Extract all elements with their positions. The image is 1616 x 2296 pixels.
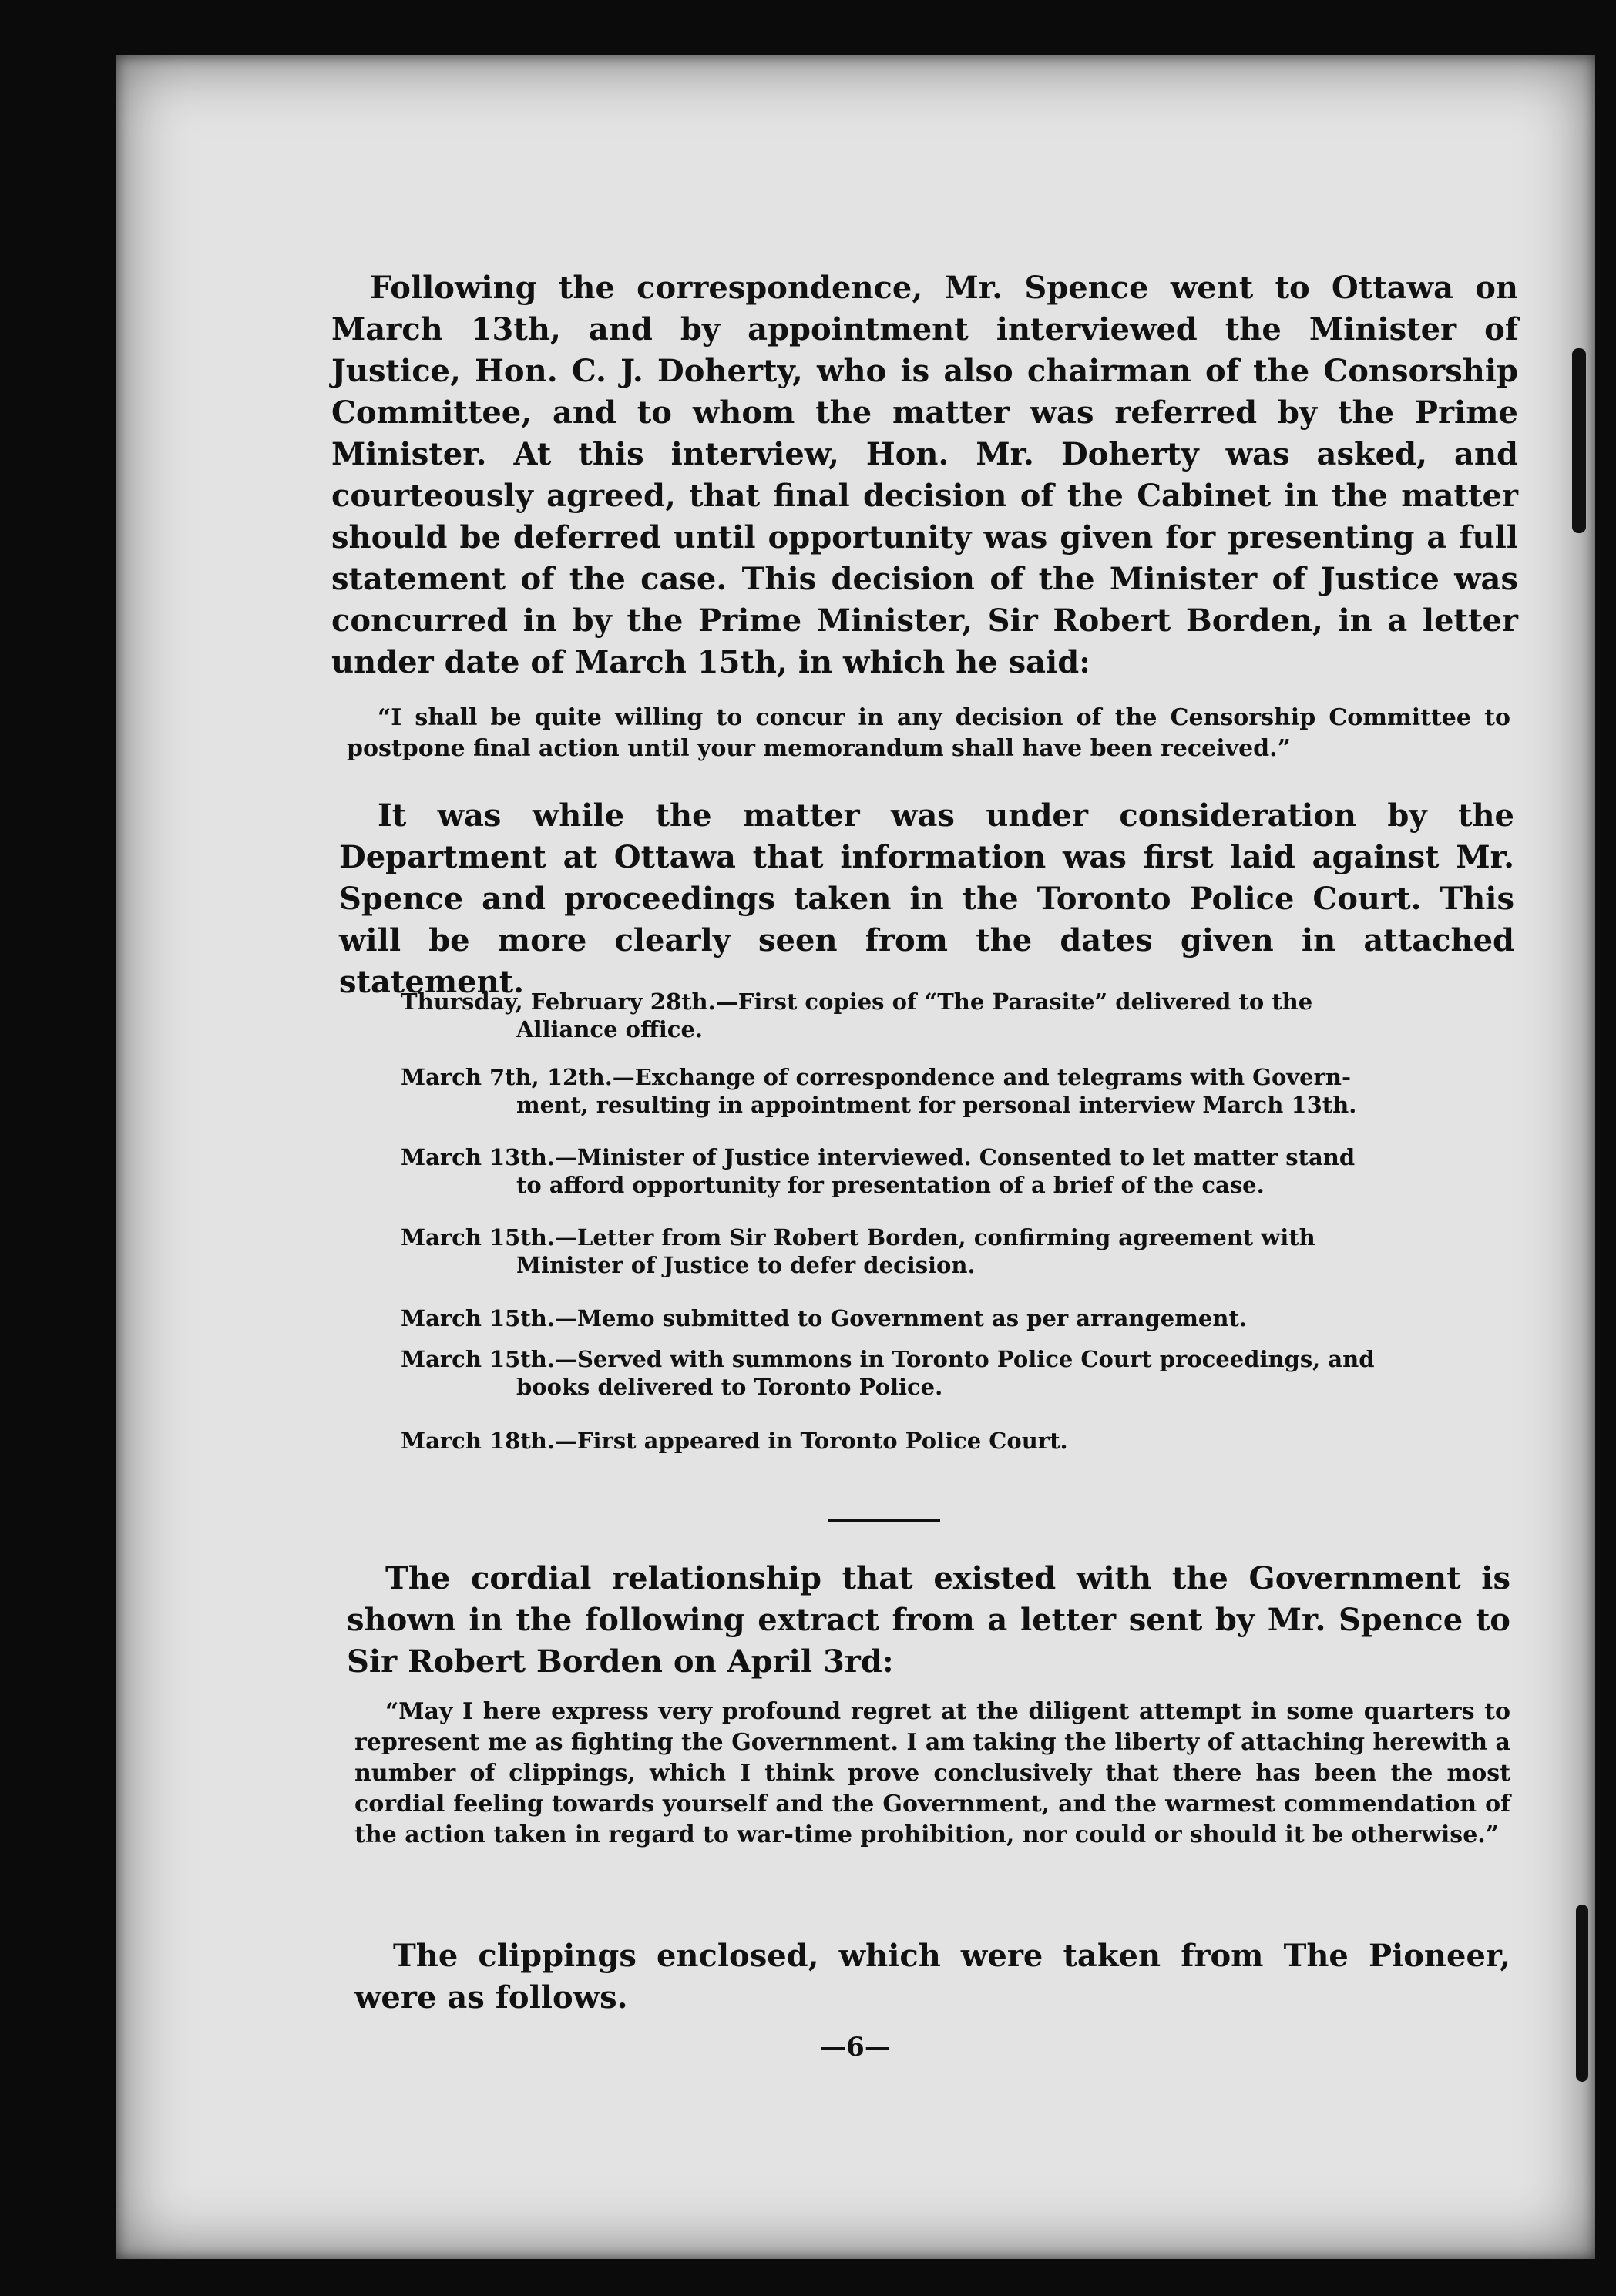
timeline-text: —First appeared in Toronto Police Court. [554,1428,1068,1454]
timeline-entry [401,1143,1510,1199]
timeline-date: March 7th, 12th. [401,1064,613,1090]
timeline-date: March 15th. [401,1224,555,1250]
document-page [116,55,1595,2259]
timeline-continuation: ment, resulting in appointment for personal interview March 13th. [516,1092,1357,1118]
timeline-continuation: to afford opportunity for presentation of a brief of the case. [516,1172,1265,1198]
timeline-continuation: books delivered to Toronto Police. [516,1374,943,1400]
paragraph-department: It was while the matter was under consideration by the Department at Ottawa that information was first laid against Mr. Spence and proceedings taken in the Toronto Police Court. This will be more clearly seen from the dates given in attached statement. [339,797,1514,1000]
paragraph-clippings: The clippings enclosed, which were taken from The Pioneer, were as follows. [354,1938,1510,2016]
timeline-entry [401,988,1510,1043]
scan-artifact [1572,348,1586,533]
timeline-text: —Letter from Sir Robert Borden, confirming agreement with [554,1224,1315,1250]
timeline-text: —First copies of “The Parasite” delivered to the [715,989,1313,1015]
timeline-date: March 15th. [401,1346,555,1372]
spence-letter-quote: “May I here express very profound regret at the diligent attempt in some quarters to represent me as fighting the Government. I am taking the liberty of attaching herewith a number of clippings, which I think prove conclusively that there has been the most cordial feeling towards yourself and the Government, and the warmest commendation of the action taken in regard to war-time prohibition, nor could or should it be otherwise.” [354,1698,1510,1848]
timeline-entry [401,1304,1510,1332]
timeline-date: Thursday, February 28th. [401,989,716,1015]
timeline-date: March 18th. [401,1428,555,1454]
timeline-entry [401,1427,1510,1455]
timeline-text: —Exchange of correspondence and telegrams with Govern- [612,1064,1351,1090]
timeline-entry [401,1345,1510,1401]
timeline-continuation: Alliance office. [516,1016,703,1042]
page-number: —6— [820,2032,891,2063]
timeline-text: —Minister of Justice interviewed. Consented to let matter stand [554,1144,1356,1170]
timeline-entry [401,1224,1510,1279]
timeline-date: March 15th. [401,1305,555,1331]
paragraph-cordial: The cordial relationship that existed with the Government is shown in the following extract from a letter sent by Mr. Spence to Sir Robert Borden on April 3rd: [347,1560,1510,1680]
timeline-entry [401,1063,1510,1119]
timeline-text: —Served with summons in Toronto Police Court proceedings, and [554,1346,1375,1372]
borden-quote: “I shall be quite willing to concur in any decision of the Censorship Committee to postpone final action until your memorandum shall have been received.” [347,704,1510,762]
timeline-continuation: Minister of Justice to defer decision. [516,1252,976,1278]
timeline-text: —Memo submitted to Government as per arrangement. [554,1305,1247,1331]
scan-artifact [1576,1905,1588,2082]
paragraph-correspondence: Following the correspondence, Mr. Spence went to Ottawa on March 13th, and by appointment interviewed the Minister of Justice, Hon. C. J. Doherty, who is also chairman of the Consorship Committee, and to whom the matter was referred by the Prime Minister. At this interview, Hon. Mr. Doherty was asked, and courteously agreed, that final decision of the Cabinet in the matter should be deferred until opportunity was given for presenting a full statement of the case. This decision of the Minister of Justice was concurred in by the Prime Minister, Sir Robert Borden, in a letter under date of March 15th, in which he said: [331,270,1518,680]
section-divider [828,1519,940,1522]
timeline-date: March 13th. [401,1144,555,1170]
